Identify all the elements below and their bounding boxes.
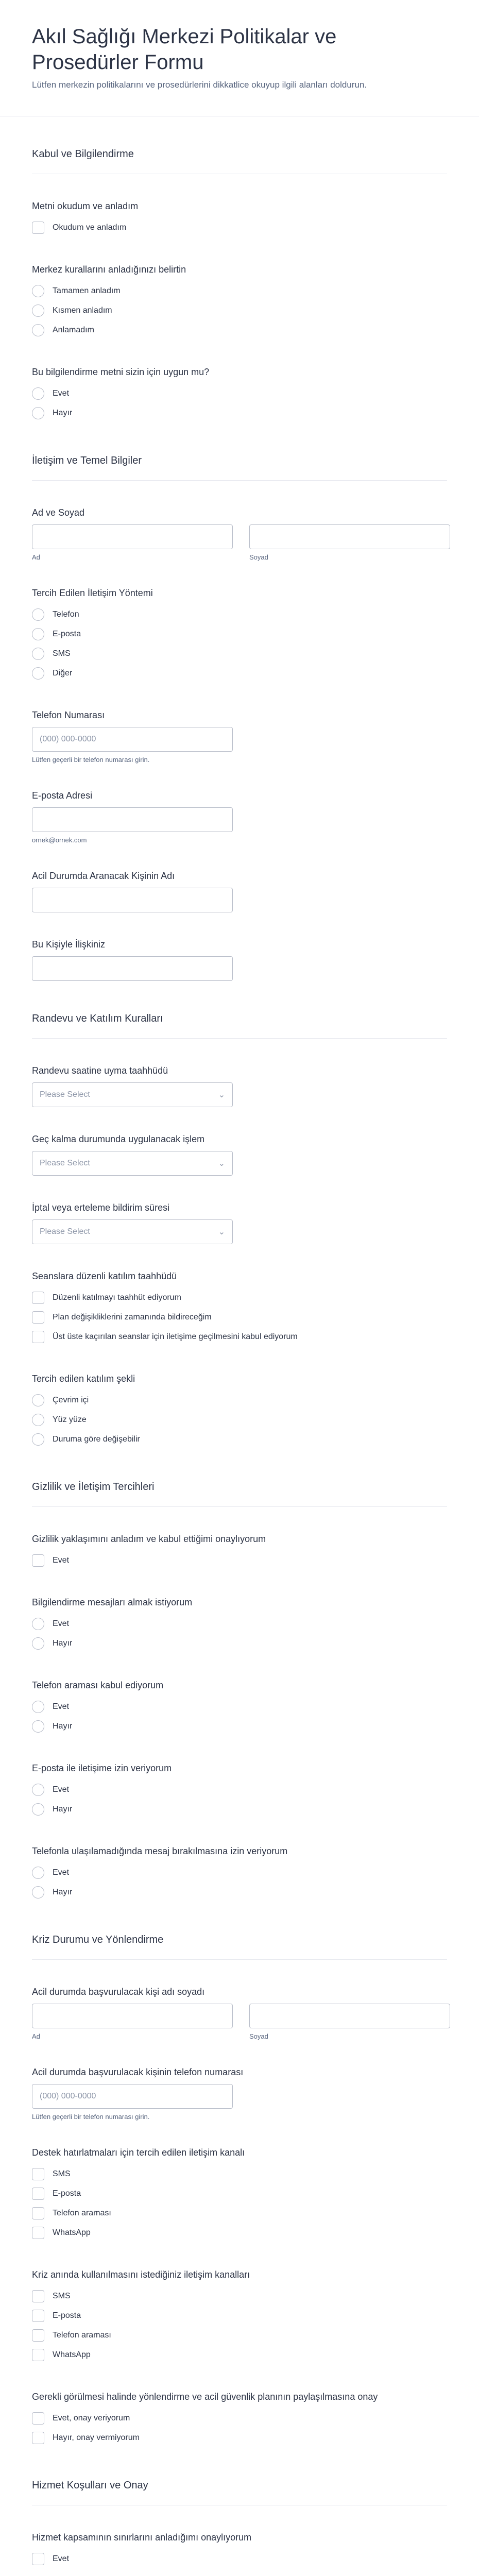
checkbox-option[interactable] (32, 2345, 447, 2365)
question-label: E-posta ile iletişime izin veriyorum (32, 1763, 172, 1773)
question-katilim-sekli (32, 1374, 447, 1449)
radio[interactable] (32, 407, 44, 419)
radio[interactable] (32, 1867, 44, 1879)
question-eposta (32, 790, 447, 844)
select-dropdown[interactable] (32, 1151, 233, 1176)
question-select-1 (32, 1065, 447, 1107)
question-label: Seanslara düzenli katılım taahhüdü (32, 1271, 177, 1281)
question-kriz-kanal (32, 2269, 447, 2365)
checkbox[interactable] (32, 2168, 44, 2180)
radio[interactable] (32, 1886, 44, 1899)
emergency-name-input[interactable] (32, 888, 233, 912)
option-label: Hayır (53, 409, 73, 417)
chevron-down-icon: ⌄ (218, 1159, 225, 1168)
question-label: Tercih Edilen İletişim Yöntemi (32, 588, 153, 598)
checkbox[interactable] (32, 2290, 44, 2302)
question-label: Destek hatırlatmaları için tercih edilen iletişim kanalı (32, 2147, 245, 2158)
question-label: Randevu saatine uyma taahhüdü (32, 1065, 168, 1076)
sublabel: Soyad (249, 553, 268, 561)
checkbox-option[interactable] (32, 2306, 447, 2326)
option-label: Düzenli katılmayı taahhüt ediyorum (53, 1293, 181, 1302)
option-label: Plan değişikliklerini zamanında bildireceğim (53, 1313, 212, 1321)
radio-option[interactable] (32, 624, 447, 644)
question-label: İptal veya erteleme bildirim süresi (32, 1202, 170, 1213)
question-select-2 (32, 1134, 447, 1176)
option-label: WhatsApp (53, 2228, 91, 2237)
question-label: Acil Durumda Aranacak Kişinin Adı (32, 871, 175, 881)
option-label: E-posta (53, 2189, 81, 2198)
radio[interactable] (32, 324, 44, 336)
option-label: Kısmen anladım (53, 306, 112, 315)
checkbox-option[interactable] (32, 2409, 447, 2428)
option-label: Hayır (53, 1722, 73, 1731)
form-title: Akıl Sağlığı Merkezi Politikalar ve Prosedürler Formu (32, 25, 337, 74)
select-dropdown[interactable] (32, 1219, 233, 1244)
checkbox[interactable] (32, 1554, 44, 1567)
help-text: Lütfen geçerli bir telefon numarası girin. (32, 2113, 150, 2121)
radio-option[interactable] (32, 384, 447, 403)
question-label: Geç kalma durumunda uygulanacak işlem (32, 1134, 205, 1144)
section-kriz (0, 1902, 479, 2448)
select-dropdown[interactable] (32, 1082, 233, 1107)
first-name-input[interactable] (32, 524, 233, 549)
option-label: Telefon araması (53, 2331, 111, 2340)
checkbox-option[interactable] (32, 218, 447, 238)
question-label: Metni okudum ve anladım (32, 201, 139, 211)
checkbox[interactable] (32, 1311, 44, 1324)
question-hizmet-kapsam (32, 2532, 447, 2569)
select-value: Please Select (40, 1159, 90, 1167)
question-kurallar (32, 264, 447, 340)
section-title: İletişim ve Temel Bilgiler (32, 423, 447, 481)
question-label: Gerekli görülmesi halinde yönlendirme ve acil güvenlik planının paylaşılmasına onay (32, 2392, 378, 2402)
option-label: Hayır (53, 1888, 73, 1896)
checkbox[interactable] (32, 2432, 44, 2444)
radio-option[interactable] (32, 301, 447, 320)
checkbox[interactable] (32, 2310, 44, 2322)
question-select-3 (32, 1202, 447, 1244)
question-kriz-telefon (32, 2067, 447, 2121)
radio[interactable] (32, 1701, 44, 1713)
question-label: Acil durumda başvurulacak kişinin telefon numarası (32, 2067, 244, 2077)
select-value: Please Select (40, 1227, 90, 1236)
checkbox-option[interactable] (32, 1308, 447, 1327)
sublabel: Soyad (249, 2032, 268, 2040)
radio-option[interactable] (32, 320, 447, 340)
sublabel: Ad (32, 2032, 40, 2040)
radio-option[interactable] (32, 1800, 447, 1819)
question-mesaj (32, 1597, 447, 1653)
checkbox-option[interactable] (32, 2428, 447, 2448)
option-label: Hayır (53, 1639, 73, 1648)
question-iliski (32, 939, 447, 981)
question-label: Telefon Numarası (32, 710, 105, 720)
question-label: Telefonla ulaşılamadığında mesaj bırakılmasına izin veriyorum (32, 1846, 288, 1856)
option-label: Evet (53, 1619, 70, 1628)
radio-option[interactable] (32, 1863, 447, 1883)
option-label: Evet (53, 2554, 70, 2563)
radio-option[interactable] (32, 281, 447, 301)
option-label: Hayır (53, 1805, 73, 1814)
option-label: Yüz yüze (53, 1415, 87, 1424)
option-label: Telefon (53, 610, 79, 619)
section-title: Gizlilik ve İletişim Tercihleri (32, 1449, 447, 1507)
form-description: Lütfen merkezin politikalarını ve prosedürlerini dikkatlice okuyup ilgili alanları doldurun. (32, 80, 367, 90)
last-name-input[interactable] (249, 2004, 450, 2028)
radio[interactable] (32, 285, 44, 297)
section-title: Randevu ve Katılım Kuralları (32, 981, 447, 1039)
form-header (0, 0, 479, 116)
question-ad-soyad (32, 507, 447, 561)
checkbox-option[interactable] (32, 1327, 447, 1347)
question-telefon (32, 710, 447, 764)
checkbox-option[interactable] (32, 2223, 447, 2243)
radio-option[interactable] (32, 1391, 447, 1410)
checkbox[interactable] (32, 1292, 44, 1304)
radio[interactable] (32, 1803, 44, 1816)
section-title: Kabul ve Bilgilendirme (32, 116, 447, 174)
radio-option[interactable] (32, 1883, 447, 1902)
radio-option[interactable] (32, 664, 447, 683)
option-label: SMS (53, 2292, 71, 2300)
section-kabul (0, 116, 479, 423)
question-guvenlik-plani (32, 2392, 447, 2448)
question-label: Gizlilik yaklaşımını anladım ve kabul ettiğimi onaylıyorum (32, 1534, 266, 1544)
radio[interactable] (32, 628, 44, 640)
question-label: Telefon araması kabul ediyorum (32, 1680, 164, 1690)
option-label: Evet (53, 1702, 70, 1711)
radio-option[interactable] (32, 644, 447, 664)
radio-option[interactable] (32, 1717, 447, 1736)
option-label: Diğer (53, 669, 73, 677)
question-label: Bu bilgilendirme metni sizin için uygun mu? (32, 367, 210, 377)
question-tercih (32, 588, 447, 683)
question-label: Hizmet kapsamının sınırlarını anladığımı onaylıyorum (32, 2532, 252, 2543)
question-katilim (32, 1271, 447, 1347)
checkbox[interactable] (32, 2329, 44, 2342)
phone-input[interactable]: (000) 000-0000 (32, 2084, 233, 2109)
first-name-input[interactable] (32, 2004, 233, 2028)
checkbox[interactable] (32, 2227, 44, 2239)
question-destek-kanal (32, 2147, 447, 2243)
radio[interactable] (32, 648, 44, 660)
chevron-down-icon: ⌄ (218, 1228, 225, 1236)
radio[interactable] (32, 667, 44, 680)
section-gizlilik (0, 1449, 479, 1902)
help-text: ornek@ornek.com (32, 836, 87, 844)
question-okudum (32, 201, 447, 238)
checkbox-option[interactable] (32, 2184, 447, 2204)
radio-option[interactable] (32, 1634, 447, 1653)
checkbox[interactable] (32, 2349, 44, 2361)
last-name-input[interactable] (249, 524, 450, 549)
chevron-down-icon: ⌄ (218, 1091, 225, 1099)
question-label: Kriz anında kullanılmasını istediğiniz iletişim kanalları (32, 2269, 250, 2280)
section-title: Kriz Durumu ve Yönlendirme (32, 1902, 447, 1960)
radio[interactable] (32, 1784, 44, 1796)
radio-option[interactable] (32, 605, 447, 624)
question-acil-kisi (32, 871, 447, 912)
question-label: Tercih edilen katılım şekli (32, 1374, 135, 1384)
help-text: Lütfen geçerli bir telefon numarası girin. (32, 756, 150, 764)
radio-option[interactable] (32, 1780, 447, 1800)
sublabel: Ad (32, 553, 40, 561)
question-kriz-kisi (32, 1987, 447, 2040)
option-label: Anlamadım (53, 326, 94, 334)
option-label: E-posta (53, 630, 81, 638)
option-label: Evet (53, 1868, 70, 1877)
question-label: Acil durumda başvurulacak kişi adı soyadı (32, 1987, 205, 1997)
relationship-input[interactable] (32, 956, 233, 981)
checkbox-option[interactable] (32, 2326, 447, 2345)
checkbox-option[interactable] (32, 1551, 447, 1570)
question-label: Bu Kişiyle İlişkiniz (32, 939, 106, 950)
option-label: Hayır, onay vermiyorum (53, 2433, 140, 2442)
section-randevu (0, 981, 479, 1449)
checkbox[interactable] (32, 1331, 44, 1343)
option-label: Evet, onay veriyorum (53, 2414, 130, 2422)
option-label: Çevrim içi (53, 1396, 89, 1404)
checkbox-option[interactable] (32, 2164, 447, 2184)
radio[interactable] (32, 1637, 44, 1650)
question-gizlilik-onay (32, 1534, 447, 1570)
option-label: Duruma göre değişebilir (53, 1435, 140, 1444)
radio[interactable] (32, 304, 44, 317)
question-label: E-posta Adresi (32, 790, 93, 801)
question-label: Ad ve Soyad (32, 507, 85, 518)
checkbox-option[interactable] (32, 2286, 447, 2306)
question-uygun (32, 367, 447, 423)
radio[interactable] (32, 1394, 44, 1406)
radio-option[interactable] (32, 1614, 447, 1634)
section-hizmet (0, 2448, 479, 2576)
option-label: Evet (53, 1785, 70, 1794)
select-value: Please Select (40, 1090, 90, 1099)
option-label: Okudum ve anladım (53, 223, 127, 232)
question-label: Bilgilendirme mesajları almak istiyorum (32, 1597, 193, 1607)
checkbox[interactable] (32, 222, 44, 234)
radio[interactable] (32, 1720, 44, 1733)
radio[interactable] (32, 1618, 44, 1630)
question-telefon-arama (32, 1680, 447, 1736)
option-label: Üst üste kaçırılan seanslar için iletişime geçilmesini kabul ediyorum (53, 1332, 298, 1341)
radio-option[interactable] (32, 403, 447, 423)
option-label: E-posta (53, 2311, 81, 2320)
option-label: Telefon araması (53, 2209, 111, 2217)
checkbox-option[interactable] (32, 2204, 447, 2223)
question-mesaj-birakma (32, 1846, 447, 1902)
checkbox[interactable] (32, 2188, 44, 2200)
option-label: Tamamen anladım (53, 286, 121, 295)
option-label: Evet (53, 389, 70, 398)
checkbox-option[interactable] (32, 2549, 447, 2569)
question-eposta-izin (32, 1763, 447, 1819)
radio[interactable] (32, 608, 44, 621)
radio-option[interactable] (32, 1697, 447, 1717)
radio[interactable] (32, 1414, 44, 1426)
checkbox-option[interactable] (32, 1288, 447, 1308)
checkbox[interactable] (32, 2553, 44, 2565)
option-label: SMS (53, 649, 71, 658)
question-label: Merkez kurallarını anladığınızı belirtin (32, 264, 186, 275)
radio[interactable] (32, 1433, 44, 1446)
checkbox[interactable] (32, 2207, 44, 2219)
radio[interactable] (32, 387, 44, 400)
email-input[interactable] (32, 807, 233, 832)
radio-option[interactable] (32, 1410, 447, 1430)
phone-input[interactable]: (000) 000-0000 (32, 727, 233, 752)
checkbox[interactable] (32, 2412, 44, 2425)
radio-option[interactable] (32, 1430, 447, 1449)
option-label: SMS (53, 2170, 71, 2178)
section-iletisim (0, 423, 479, 981)
option-label: Evet (53, 1556, 70, 1565)
section-title: Hizmet Koşulları ve Onay (32, 2448, 447, 2505)
option-label: WhatsApp (53, 2350, 91, 2359)
